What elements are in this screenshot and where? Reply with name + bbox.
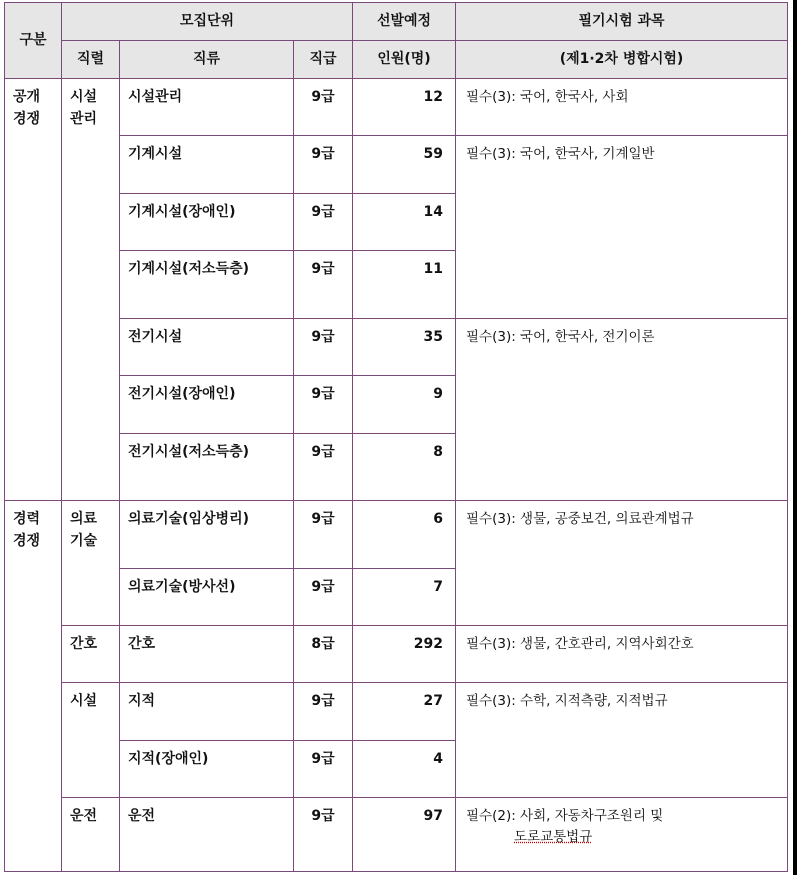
- grade-cell: 9급: [294, 501, 353, 568]
- grade-cell: 9급: [294, 433, 353, 500]
- group-career-competition: 경력 경쟁: [5, 501, 62, 872]
- series-facility-mgmt: 시설 관리: [62, 79, 120, 501]
- class-cell: 지적: [120, 683, 294, 740]
- recruitment-table: [4, 2, 788, 872]
- count-cell: 11: [353, 251, 456, 318]
- class-cell: 의료기술(방사선): [120, 568, 294, 625]
- count-cell: 6: [353, 501, 456, 568]
- count-cell: 27: [353, 683, 456, 740]
- class-cell: 시설관리: [120, 79, 294, 136]
- header-row-1: [5, 3, 788, 41]
- table-row: [5, 136, 788, 193]
- series-medical-tech: 의료 기술: [62, 501, 120, 626]
- class-cell: 기계시설: [120, 136, 294, 193]
- series-driving: 운전: [62, 798, 120, 872]
- group-open-competition: 공개 경쟁: [5, 79, 62, 501]
- grade-cell: 9급: [294, 193, 353, 250]
- class-cell: 전기시설(저소득층): [120, 433, 294, 500]
- header-planned-line2: 인원(명): [353, 41, 456, 79]
- grade-cell: 8급: [294, 626, 353, 683]
- class-cell: 지적(장애인): [120, 740, 294, 797]
- class-cell: 전기시설: [120, 318, 294, 375]
- class-cell: 기계시설(장애인): [120, 193, 294, 250]
- table-row: [5, 626, 788, 683]
- count-cell: 14: [353, 193, 456, 250]
- table-row: [5, 798, 788, 872]
- subject-cell: [456, 798, 788, 872]
- class-cell: 전기시설(장애인): [120, 376, 294, 433]
- subject-driving-line2: 도로교통법규: [514, 829, 593, 846]
- header-planned-line1: 선발예정: [353, 3, 456, 41]
- header-class: 직류: [120, 41, 294, 79]
- table-row: [5, 79, 788, 136]
- grade-cell: 9급: [294, 376, 353, 433]
- count-cell: 59: [353, 136, 456, 193]
- grade-cell: 9급: [294, 740, 353, 797]
- count-cell: 292: [353, 626, 456, 683]
- page-right-border: [793, 0, 797, 875]
- header-recruit-unit: 모집단위: [62, 3, 353, 41]
- grade-cell: 9급: [294, 798, 353, 872]
- header-row-2: [5, 41, 788, 79]
- grade-cell: 9급: [294, 568, 353, 625]
- header-written-line2: (제1·2차 병합시험): [456, 41, 788, 79]
- grade-cell: 9급: [294, 318, 353, 375]
- subject-cell: 필수(3): 국어, 한국사, 사회: [456, 79, 788, 136]
- grade-cell: 9급: [294, 79, 353, 136]
- subject-driving-line1: 필수(2): 사회, 자동차구조원리 및: [466, 808, 664, 825]
- header-category: 구분: [5, 3, 62, 79]
- subject-cell: 필수(3): 생물, 간호관리, 지역사회간호: [456, 626, 788, 683]
- class-cell: 기계시설(저소득층): [120, 251, 294, 318]
- grade-cell: 9급: [294, 251, 353, 318]
- grade-cell: 9급: [294, 136, 353, 193]
- header-series: 직렬: [62, 41, 120, 79]
- subject-cell: 필수(3): 국어, 한국사, 전기이론: [456, 318, 788, 500]
- class-cell: 간호: [120, 626, 294, 683]
- series-facility: 시설: [62, 683, 120, 798]
- count-cell: 97: [353, 798, 456, 872]
- class-cell: 운전: [120, 798, 294, 872]
- subject-cell: 필수(3): 수학, 지적측량, 지적법규: [456, 683, 788, 798]
- grade-cell: 9급: [294, 683, 353, 740]
- class-cell: 의료기술(임상병리): [120, 501, 294, 568]
- header-grade: 직급: [294, 41, 353, 79]
- count-cell: 7: [353, 568, 456, 625]
- series-nursing: 간호: [62, 626, 120, 683]
- count-cell: 9: [353, 376, 456, 433]
- count-cell: 8: [353, 433, 456, 500]
- subject-cell: 필수(3): 생물, 공중보건, 의료관계법규: [456, 501, 788, 626]
- subject-cell: 필수(3): 국어, 한국사, 기계일반: [456, 136, 788, 318]
- table-row: [5, 683, 788, 740]
- table-row: [5, 501, 788, 568]
- table-row: [5, 318, 788, 375]
- count-cell: 12: [353, 79, 456, 136]
- count-cell: 4: [353, 740, 456, 797]
- header-written-line1: 필기시험 과목: [456, 3, 788, 41]
- count-cell: 35: [353, 318, 456, 375]
